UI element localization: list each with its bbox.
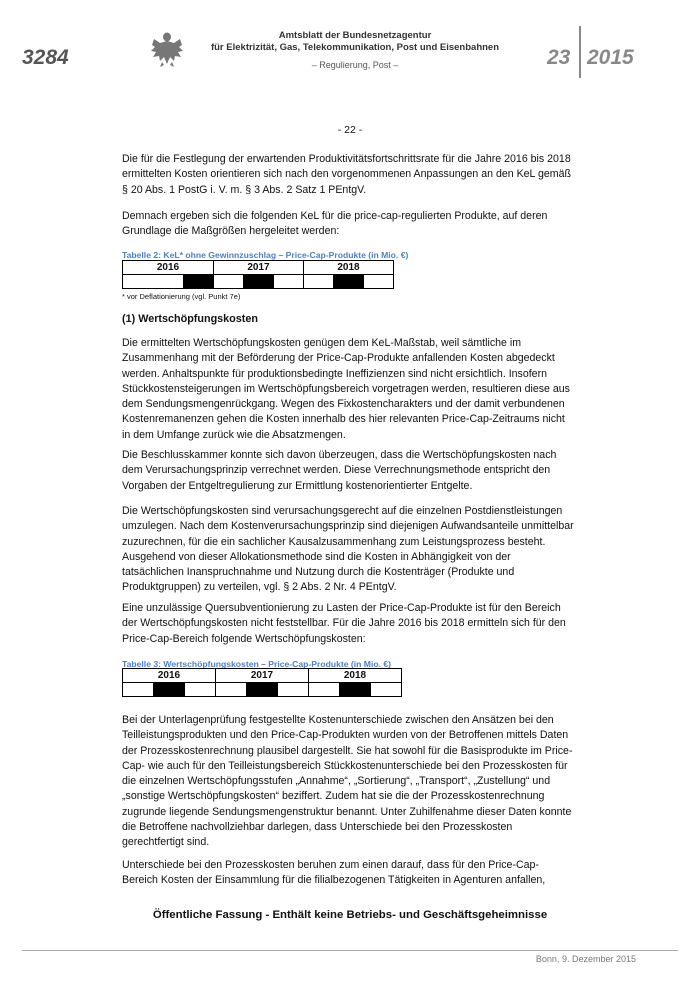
paragraph-4: Die Beschlusskammer konnte sich davon überzeugen, dass die Wertschöpfungskosten nach dem Verursachungsprinzip verrechnet werden. Diese Verrechnungsmethode entspricht den Vorgaben der Entgeltregulierung zur Ermittlung kostenorientierter Entgelte. bbox=[122, 449, 557, 492]
footer-date: Bonn, 9. Dezember 2015 bbox=[535, 954, 636, 964]
journal-title-line2: für Elektrizität, Gas, Telekommunikation, Post und Eisenbahnen bbox=[210, 42, 500, 53]
table3-value-row bbox=[123, 683, 402, 697]
table-cell bbox=[364, 275, 394, 289]
table3-caption: Tabelle 3: Wertschöpfungskosten – Price-Cap-Produkte (in Mio. €) bbox=[122, 659, 391, 669]
table-cell bbox=[304, 275, 334, 289]
issue-divider bbox=[579, 26, 581, 78]
issue-year: 2015 bbox=[587, 46, 634, 69]
paragraph-3: Die ermittelten Wertschöpfungskosten genügen dem KeL-Maßstab, weil sämtliche im Zusammenhang mit der Beförderung der Price-Cap-Produkte anfallenden Kosten abgedeckt werden. Anhaltspunkte für produktionsbedingte Ineffizienzen sind nicht ersichtlich. Insofern Stückkostensteigerungen im Wertschöpfungsbereich vorgetragen werden, resultieren diese aus dem Sendungsmengenrückgang. Wegen des Fixkostencharakters und der damit verbundenen Kostenremanenzen gehen die Kosten innerhalb des hier relevanten Price-Cap-Zeitraums nicht in dem Umfange zurück wie die Absatzmengen. bbox=[122, 337, 570, 441]
footer-divider bbox=[22, 950, 678, 951]
table-cell bbox=[371, 683, 402, 697]
paragraph-7: Bei der Unterlagenprüfung festgestellte Kostenunterschiede zwischen den Ansätzen bei den Teilleistungsprodukten und den Price-Cap-Produkten wurden von der Betroffenen mittels Daten der Prozesskostenrechnung plausibel dargestellt. Sie hat sowohl für die Basisprodukte im Price-Cap- wie auch für den Teilleistungsbereich Stückkostenunterschiede bei den Prozesskosten für die einzelnen Wertschöpfungsstufen „Annahme“, „Sortierung“, „Transport“, „Zustellung“ und „sonstige Wertschöpfungskosten“ beziffert. Zudem hat sie die der Prozesskostenrechnung zugrunde liegende Sendungsmengenstruktur benannt. Unter Zuhilfenahme dieser Daten konnte die Betroffene nachvollziehbar darlegen, dass Unterschiede bei den Prozesskosten gerechtfertigt sind. bbox=[122, 714, 573, 849]
table-cell bbox=[274, 275, 304, 289]
redacted-cell bbox=[340, 683, 371, 697]
table-cell bbox=[278, 683, 309, 697]
journal-title bbox=[190, 30, 520, 54]
table3 bbox=[122, 668, 402, 697]
table-cell bbox=[309, 683, 340, 697]
table2-footnote: * vor Deflationierung (vgl. Punkt 7e) bbox=[122, 292, 241, 301]
redacted-cell bbox=[247, 683, 278, 697]
public-version-notice: Öffentliche Fassung - Enthält keine Betriebs- und Geschäftsgeheimnisse bbox=[152, 909, 548, 921]
table2-header-row bbox=[123, 261, 394, 275]
table3-year-2018: 2018 bbox=[309, 669, 402, 683]
paragraph-1: Die für die Festlegung der erwartenden Produktivitätsfortschrittsrate für die Jahre 2016 bis 2018 ermittelten Kosten orientieren sich nach den vorgenommenen Anpassungen an den KeL gemäß § 20 Abs. 1 PostG i. V. m. § 3 Abs. 2 Satz 1 PEntgV. bbox=[122, 153, 571, 196]
table2-year-2016: 2016 bbox=[123, 261, 214, 275]
paragraph-6: Eine unzulässige Quersubventionierung zu Lasten der Price-Cap-Produkte ist für den Bereich der Wertschöpfungskosten nicht feststellbar. Für die Jahre 2016 bis 2018 ermitteln sich für den Price-Cap-Bereich folgende Wertschöpfungskosten: bbox=[122, 602, 566, 645]
table-cell bbox=[123, 275, 184, 289]
journal-title-line1: Amtsblatt der Bundesnetzagentur bbox=[278, 30, 432, 41]
redacted-cell bbox=[154, 683, 185, 697]
redacted-cell bbox=[184, 275, 214, 289]
redacted-cell bbox=[334, 275, 364, 289]
table2 bbox=[122, 260, 394, 289]
federal-eagle-icon bbox=[150, 30, 184, 68]
page-reference: - 22 - bbox=[337, 124, 363, 136]
table3-year-2016: 2016 bbox=[123, 669, 216, 683]
table3-header-row bbox=[123, 669, 402, 683]
table2-value-row bbox=[123, 275, 394, 289]
table-cell bbox=[185, 683, 216, 697]
section-heading: (1) Wertschöpfungskosten bbox=[122, 313, 258, 325]
page-number: 3284 bbox=[22, 46, 69, 69]
table-cell bbox=[123, 683, 154, 697]
table2-year-2018: 2018 bbox=[304, 261, 394, 275]
paragraph-2: Demnach ergeben sich die folgenden KeL für die price-cap-regulierten Produkte, auf deren Grundlage die Maßgrößen hergeleitet werden: bbox=[122, 210, 548, 238]
journal-subtitle: – Regulierung, Post – bbox=[311, 60, 399, 70]
table2-year-2017: 2017 bbox=[214, 261, 304, 275]
paragraph-8: Unterschiede bei den Prozesskosten beruhen zum einen darauf, dass für den Price-Cap-Bereich Kosten der Einsammlung für die filialbezogenen Tätigkeiten in Agenturen anfallen, bbox=[122, 859, 546, 887]
table2-caption: Tabelle 2: KeL* ohne Gewinnzuschlag – Price-Cap-Produkte (in Mio. €) bbox=[122, 250, 409, 260]
redacted-cell bbox=[244, 275, 274, 289]
table-cell bbox=[216, 683, 247, 697]
paragraph-5: Die Wertschöpfungskosten sind verursachungsgerecht auf die einzelnen Postdienstleistungen umzulegen. Nach dem Kostenverursachungsprinzip sind diejenigen Aufwandsanteile unmittelbar zuzurechnen, für die ein sachlicher Kausalzusammenhang zum Leistungsprozess besteht. Ausgehend von dieser Allokationsmethode sind die Kosten in Abhängigkeit von der tatsächlichen Inanspruchnahme und Nutzung durch die Kostenträger (Produkte und Produktgruppen) zu verteilen, vgl. § 2 Abs. 2 Nr. 4 PEntgV. bbox=[122, 505, 574, 594]
issue-number: 23 bbox=[547, 46, 571, 69]
table3-year-2017: 2017 bbox=[216, 669, 309, 683]
table-cell bbox=[214, 275, 244, 289]
